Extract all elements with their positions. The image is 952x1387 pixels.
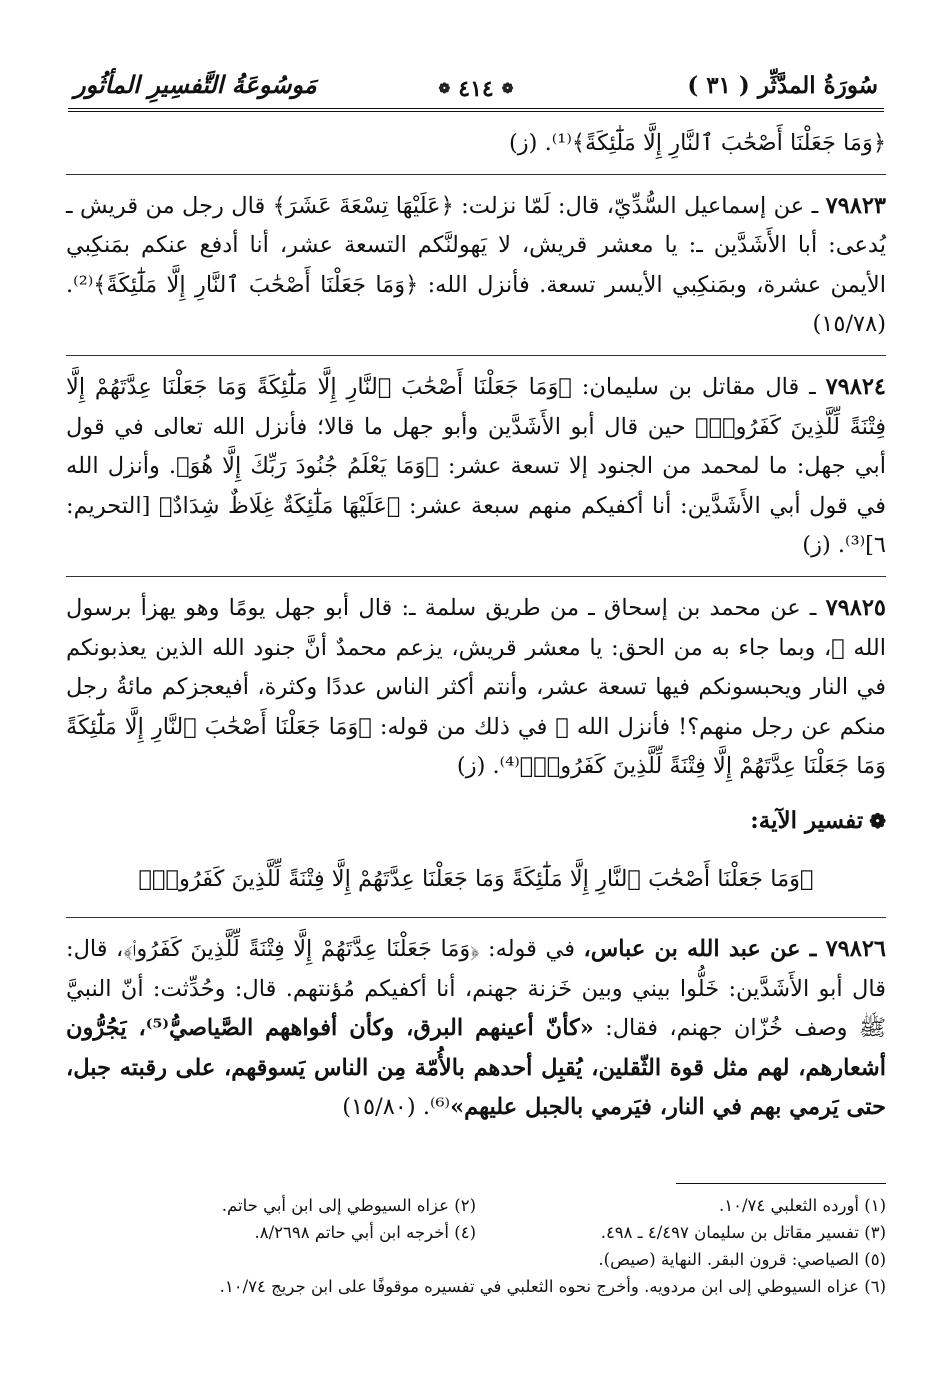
narration-number: ٧٩٨٢٣ [825, 192, 886, 219]
book-title: مَوسُوعَةُ التَّفسِيرِ المأثُور [74, 70, 317, 99]
hadith-text: «كأنّ أعينهم البرق، وكأن أفواههم الصَّياصيُّ⁽⁵⁾، يَجُرُّون أشعارهم، لهم مثل قوة الثّقلين، يُقبِل أحدهم بالأُمّة مِن الناس يَسوقهم، على رقبته جبل، حتى يَرمي بهم في النار، فيَرمي بالجبل عليهم» [66, 1015, 886, 1121]
surah-title: سُورَةُ المدَّثِّر ( ٣١ ) [687, 72, 878, 99]
footnote-2: (٢) عزاه السيوطي إلى ابن أبي حاتم. [221, 1196, 476, 1215]
page-body [66, 124, 886, 1128]
narration-text: في قوله: ﴿وَمَا جَعَلْنَا عِدَّتَهُمْ إِلَّا فِتْنَةً لِّلَّذِينَ كَفَرُوا۟﴾، قال: قال أبو الأَشَدَّين: خَلُّوا بيني وبين خَزنة جهنم، أنا أكفيكم مُؤنتهم. قال: وحُدِّثت: أنّ النبيَّ ﷺ وصف خُزّان جهنم، فقال: [66, 936, 887, 1042]
footnote-6: (٦) عزاه السيوطي إلى ابن مردويه. وأخرج نحوه الثعلبي في تفسيره موقوفًا على ابن جريج ١٠/٧٤. [219, 1277, 886, 1296]
footnotes [66, 1192, 886, 1300]
narration-text: ـ قال مقاتل بن سليمان: ﴿وَمَا جَعَلْنَا أَصْحَٰبَ ٱلنَّارِ إِلَّا مَلَٰٓئِكَةً وَمَا جَعَلْنَا عِدَّتَهُمْ إِلَّا فِتْنَةً لِّلَّذِينَ كَفَرُوا۟﴾ حين قال أبو الأَشَدَّين وأبو جهل ما قالا؛ فأنزل الله تعالى في قول أبي جهل: ما لمحمد من الجنود إلا تسعة عشر: ﴿وَمَا يَعْلَمُ جُنُودَ رَبِّكَ إِلَّا هُوَ﴾. وأنزل الله في قول أبي الأَشَدَّين: أنا أكفيكم منهم سبعة عشر: ﴿عَلَيْهَا مَلَٰٓئِكَةٌ غِلَاظٌ شِدَادٌ﴾ [التحريم: ٦]⁽³⁾. (ز) [66, 373, 886, 559]
narration-entry [66, 368, 886, 566]
narration-entry [66, 187, 886, 345]
running-header [68, 68, 884, 112]
footnote-1: (١) أورده الثعلبي ١٠/٧٤. [718, 1196, 886, 1215]
narrator-name: ـ عن عبد الله بن عباس، [583, 936, 826, 963]
section-heading-text: تفسير الآية: [750, 806, 864, 834]
header-divider [68, 108, 884, 112]
footnote-divider [676, 1183, 886, 1184]
narration-number: ٧٩٨٢٦ [825, 936, 887, 963]
section-heading [66, 801, 886, 842]
section-verse: ﴿وَمَا جَعَلْنَا أَصْحَٰبَ ٱلنَّارِ إِلَّا مَلَٰٓئِكَةً وَمَا جَعَلْنَا عِدَّتَهُمْ إِلَّا فِتْنَةً لِّلَّذِينَ كَفَرُوا۟﴾ [138, 865, 814, 892]
narration-text: ـ عن إسماعيل السُّدِّيّ، قال: لَمّا نزلت: ﴿عَلَيْهَا تِسْعَةَ عَشَرَ﴾ قال رجل من قريش ـ يُدعى: أبا الأَشَدَّين ـ: يا معشر قريش، لا يَهولنَّكم التسعة عشر، أنا أدفع عنكم بمَنكِبي الأيمن عشرة، وبمَنكِبي الأيسر تسعة. فأنزل الله: ﴿وَمَا جَعَلْنَا أَصْحَٰبَ ٱلنَّارِ إِلَّا مَلَٰٓئِكَةً﴾⁽²⁾. (١٥/٧٨) [66, 192, 886, 338]
narration-number: ٧٩٨٢٤ [825, 373, 886, 400]
flower-ornament-icon: ❁ [869, 808, 886, 833]
footnote-row [66, 1192, 886, 1219]
entry-separator [66, 174, 886, 175]
intro-verse: ﴿وَمَا جَعَلْنَا أَصْحَٰبَ ٱلنَّارِ إِلَّا مَلَٰٓئِكَةً﴾⁽¹⁾. (ز) [509, 130, 886, 156]
entry-separator [66, 576, 886, 577]
flower-ornament-icon: ❁ [501, 81, 514, 97]
entry-separator [66, 355, 886, 356]
page-number-group [439, 76, 514, 102]
flower-ornament-icon: ❁ [438, 81, 451, 97]
narration-tail: ⁽⁶⁾. (١٥/٨٠) [342, 1094, 451, 1121]
entry-separator [66, 917, 886, 918]
narration-entry [66, 930, 886, 1128]
narration-number: ٧٩٨٢٥ [825, 594, 886, 621]
footnote-3: (٣) تفسير مقاتل بن سليمان ٤/٤٩٧ ـ ٤٩٨. [600, 1223, 886, 1242]
footnote-row [66, 1219, 886, 1246]
footnote-4: (٤) أخرجه ابن أبي حاتم ٨/٢٦٩٨. [254, 1223, 476, 1242]
footnote-5: (٥) الصياصي: قرون البقر. النهاية (صيص). [598, 1250, 886, 1269]
page-number: ٤١٤ [458, 76, 494, 102]
narration-text: ـ عن محمد بن إسحاق ـ من طريق سلمة ـ: قال أبو جهل يومًا وهو يهزأ برسول الله ﷺ، وبما جاء به من الحق: يا معشر قريش، يزعم محمدٌ أنَّ جنود الله الذين يعذبونكم في النار ويحبسونكم فيها تسعة عشر، وأنتم أكثر الناس عددًا وكثرة، أفيعجزكم مائةُ رجل منكم عن رجل منهم؟! فأنزل الله ﷻ في ذلك من قوله: ﴿وَمَا جَعَلْنَا أَصْحَٰبَ ٱلنَّارِ إِلَّا مَلَٰٓئِكَةً وَمَا جَعَلْنَا عِدَّتَهُمْ إِلَّا فِتْنَةً لِّلَّذِينَ كَفَرُوا۟﴾⁽⁴⁾. (ز) [66, 594, 886, 780]
narration-entry [66, 589, 886, 787]
